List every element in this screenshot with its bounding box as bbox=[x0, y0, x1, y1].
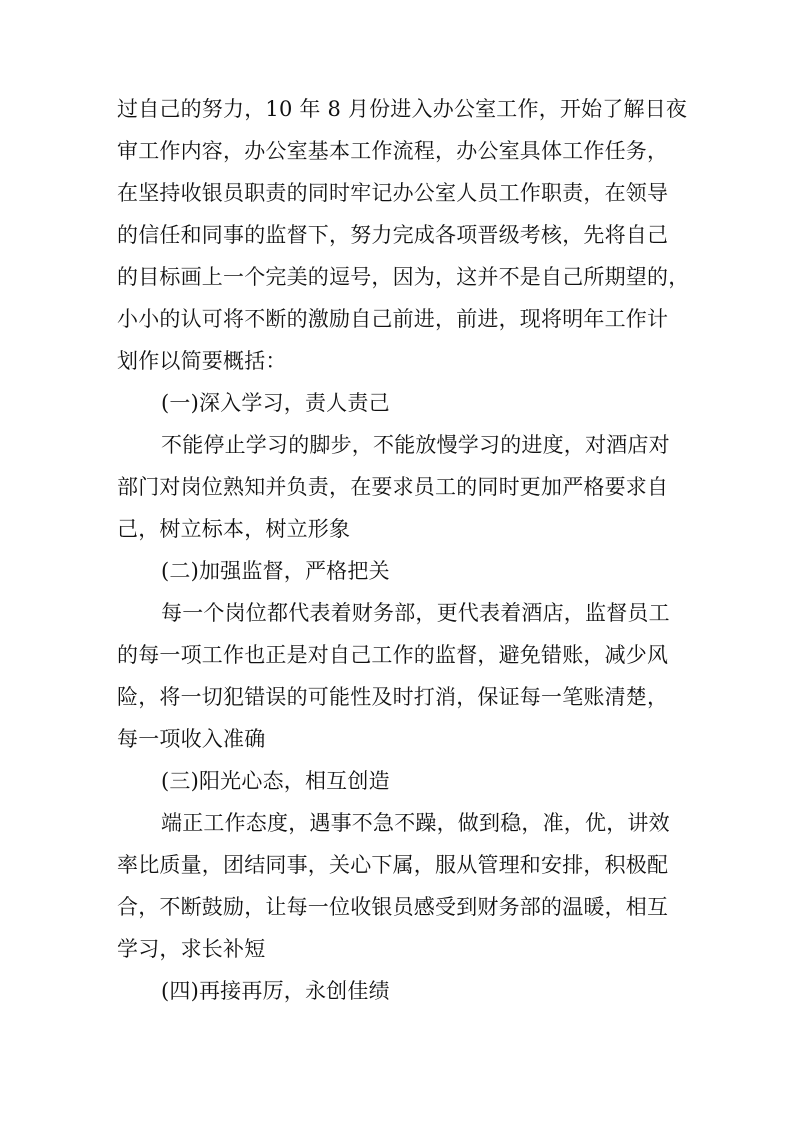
paragraph-line: 学习，求长补短 bbox=[117, 937, 266, 961]
paragraph-line: 划作以简要概括： bbox=[117, 349, 287, 373]
paragraph-line: 每一项收入准确 bbox=[117, 727, 266, 751]
paragraph-line: 审工作内容，办公室基本工作流程，办公室具体工作任务， bbox=[117, 139, 669, 163]
paragraph-line: 险，将一切犯错误的可能性及时打消，保证每一笔账清楚， bbox=[117, 685, 669, 709]
paragraph-line: 小小的认可将不断的激励自己前进，前进，现将明年工作计 bbox=[117, 307, 669, 331]
section-heading: (四)再接再厉，永创佳绩 bbox=[161, 979, 390, 1003]
paragraph-line: 不能停止学习的脚步，不能放慢学习的进度，对酒店对 bbox=[161, 433, 670, 457]
paragraph-line: 部门对岗位熟知并负责，在要求员工的同时更加严格要求自 bbox=[117, 475, 669, 499]
document-body bbox=[117, 88, 690, 1012]
paragraph-line: 每一个岗位都代表着财务部，更代表着酒店，监督员工 bbox=[161, 601, 670, 625]
section-heading: (一)深入学习，责人责己 bbox=[161, 391, 390, 415]
paragraph-line: 的信任和同事的监督下，努力完成各项晋级考核，先将自己 bbox=[117, 223, 669, 247]
paragraph-line: 率比质量，团结同事，关心下属，服从管理和安排，积极配 bbox=[117, 853, 669, 877]
section-heading: (三)阳光心态，相互创造 bbox=[161, 769, 390, 793]
section-heading: (二)加强监督，严格把关 bbox=[161, 559, 390, 583]
paragraph-line: 在坚持收银员职责的同时牢记办公室人员工作职责，在领导 bbox=[117, 181, 669, 205]
paragraph-line: 的目标画上一个完美的逗号，因为，这并不是自己所期望的， bbox=[117, 265, 690, 289]
paragraph-line: 端正工作态度，遇事不急不躁，做到稳，准，优，讲效 bbox=[161, 811, 670, 835]
paragraph-line: 合，不断鼓励，让每一位收银员感受到财务部的温暖，相互 bbox=[117, 895, 669, 919]
paragraph-line: 过自己的努力，10 年 8 月份进入办公室工作，开始了解日夜 bbox=[117, 97, 688, 121]
paragraph-line: 己，树立标本，树立形象 bbox=[117, 517, 351, 541]
paragraph-line: 的每一项工作也正是对自己工作的监督，避免错账，减少风 bbox=[117, 643, 669, 667]
